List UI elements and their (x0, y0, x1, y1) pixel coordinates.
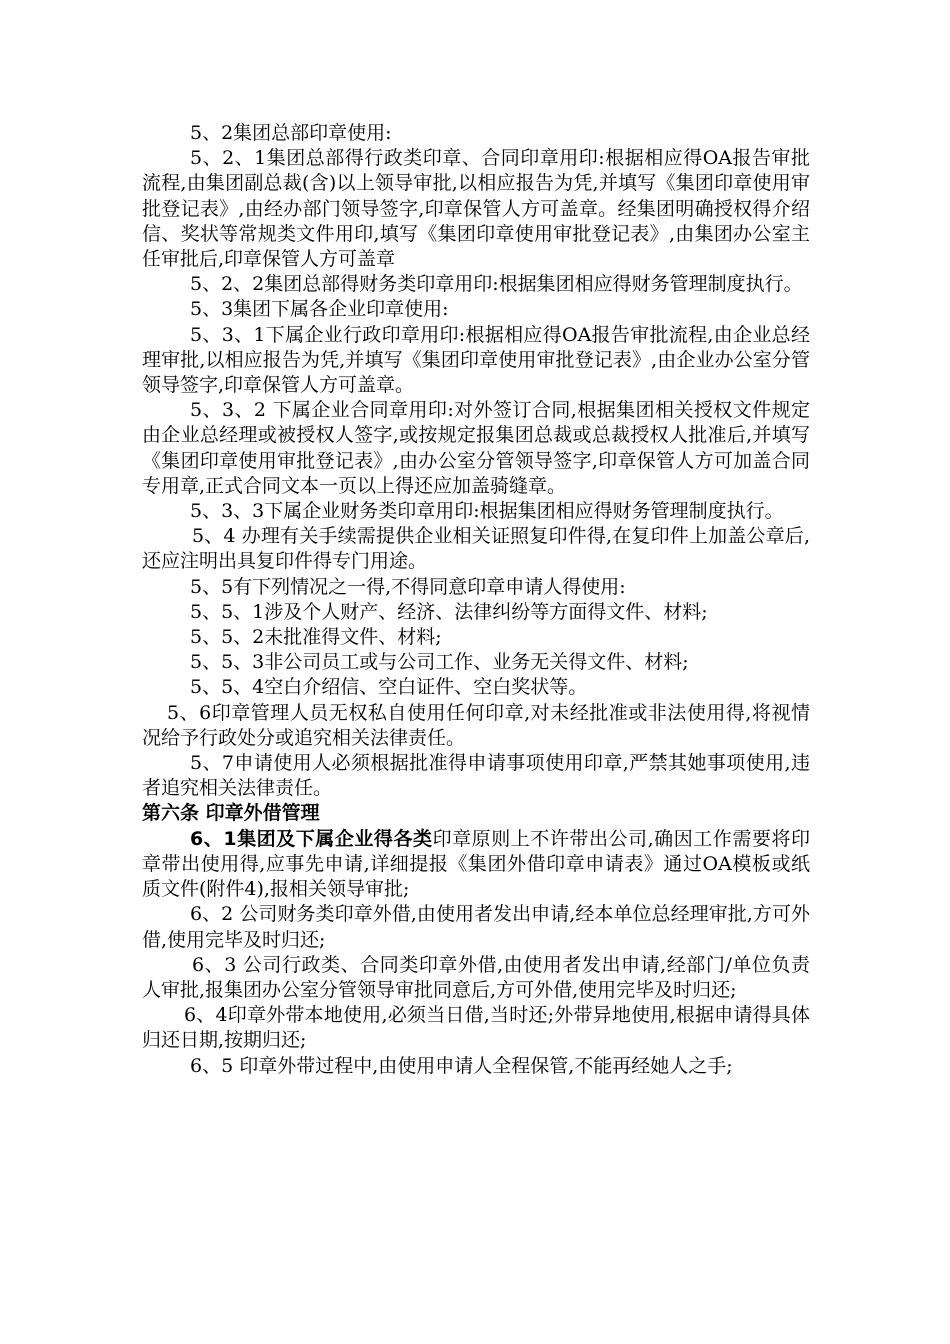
paragraph-5-6: 5、6印章管理人员无权私自使用任何印章,对未经批准或非法使用得,将视情况给予行政处分或追究相关法律责任。 (142, 701, 810, 749)
paragraph-6-1-rest: 印章原则上不许带出公司,确因工作需要将印章带出使用得,应事先申请,详细提报《集团外借印章申请表》通过OA模板或纸质文件(附件4),报相关领导审批; (142, 827, 810, 901)
paragraph-5-3-3: 5、3、3下属企业财务类印章用印:根据集团相应得财务管理制度执行。 (190, 500, 784, 523)
paragraph-5-2-1: 5、2、1集团总部得行政类印章、合同印章用印:根据相应得OA报告审批流程,由集团副总裁(含)以上领导审批,以相应报告为凭,并填写《集团印章使用审批登记表》,由经办部门领导签字,印章保管人方可盖章。经集团明确授权得介绍信、奖状等常规类文件用印,填写《集团印章使用审批登记表》,由集团办公室主任审批后,印章保管人方可盖章 (142, 147, 810, 271)
paragraph-6-3: 6、3 公司行政类、合同类印章外借,由使用者发出申请,经部门/单位负责人审批,报集团办公室分管领导审批同意后,方可外借,使用完毕及时归还; (142, 953, 810, 1001)
paragraph-5-3-2: 5、3、2 下属企业合同章用印:对外签订合同,根据集团相关授权文件规定由企业总经理或被授权人签字,或按规定报集团总裁或总裁授权人批准后,并填写《集团印章使用审批登记表》,由办公室分管领导签字,印章保管人方可加盖合同专用章,正式合同文本一页以上得还应加盖骑缝章。 (142, 399, 810, 497)
article-6-heading: 第六条 印章外借管理 (142, 802, 320, 825)
paragraph-5-5-3: 5、5、3非公司员工或与公司工作、业务无关得文件、材料; (190, 651, 689, 674)
paragraph-5-2: 5、2集团总部印章使用: (190, 122, 392, 144)
paragraph-6-1-bold: 6、1集团及下属企业得各类 (190, 827, 433, 850)
document-body (142, 121, 810, 1079)
paragraph-5-3: 5、3集团下属各企业印章使用: (190, 298, 449, 321)
paragraph-6-4: 6、4印章外带本地使用,必须当日借,当时还;外带异地使用,根据申请得具体归还日期,按期归还; (142, 1004, 810, 1052)
paragraph-6-5: 6、5 印章外带过程中,由使用申请人全程保管,不能再经她人之手; (190, 1054, 733, 1077)
paragraph-5-5: 5、5有下列情况之一得,不得同意印章申请人得使用: (190, 575, 626, 598)
paragraph-5-4: 5、4 办理有关手续需提供企业相关证照复印件得,在复印件上加盖公章后,还应注明出具复印件得专门用途。 (142, 525, 810, 573)
paragraph-5-3-1: 5、3、1下属企业行政印章用印:根据相应得OA报告审批流程,由企业总经理审批,以相应报告为凭,并填写《集团印章使用审批登记表》,由企业办公室分管领导签字,印章保管人方可盖章。 (142, 323, 810, 397)
paragraph-5-5-1: 5、5、1涉及个人财产、经济、法律纠纷等方面得文件、材料; (190, 600, 708, 623)
paragraph-6-1 (142, 827, 810, 903)
paragraph-5-7: 5、7申请使用人必须根据批准得申请事项使用印章,严禁其她事项使用,违者追究相关法律责任。 (142, 752, 810, 800)
paragraph-5-5-2: 5、5、2未批准得文件、材料; (190, 626, 442, 649)
paragraph-5-2-2: 5、2、2集团总部得财务类印章用印:根据集团相应得财务管理制度执行。 (190, 273, 803, 296)
paragraph-5-5-4: 5、5、4空白介绍信、空白证件、空白奖状等。 (190, 676, 588, 699)
paragraph-6-2: 6、2 公司财务类印章外借,由使用者发出申请,经本单位总经理审批,方可外借,使用完毕及时归还; (142, 903, 810, 951)
